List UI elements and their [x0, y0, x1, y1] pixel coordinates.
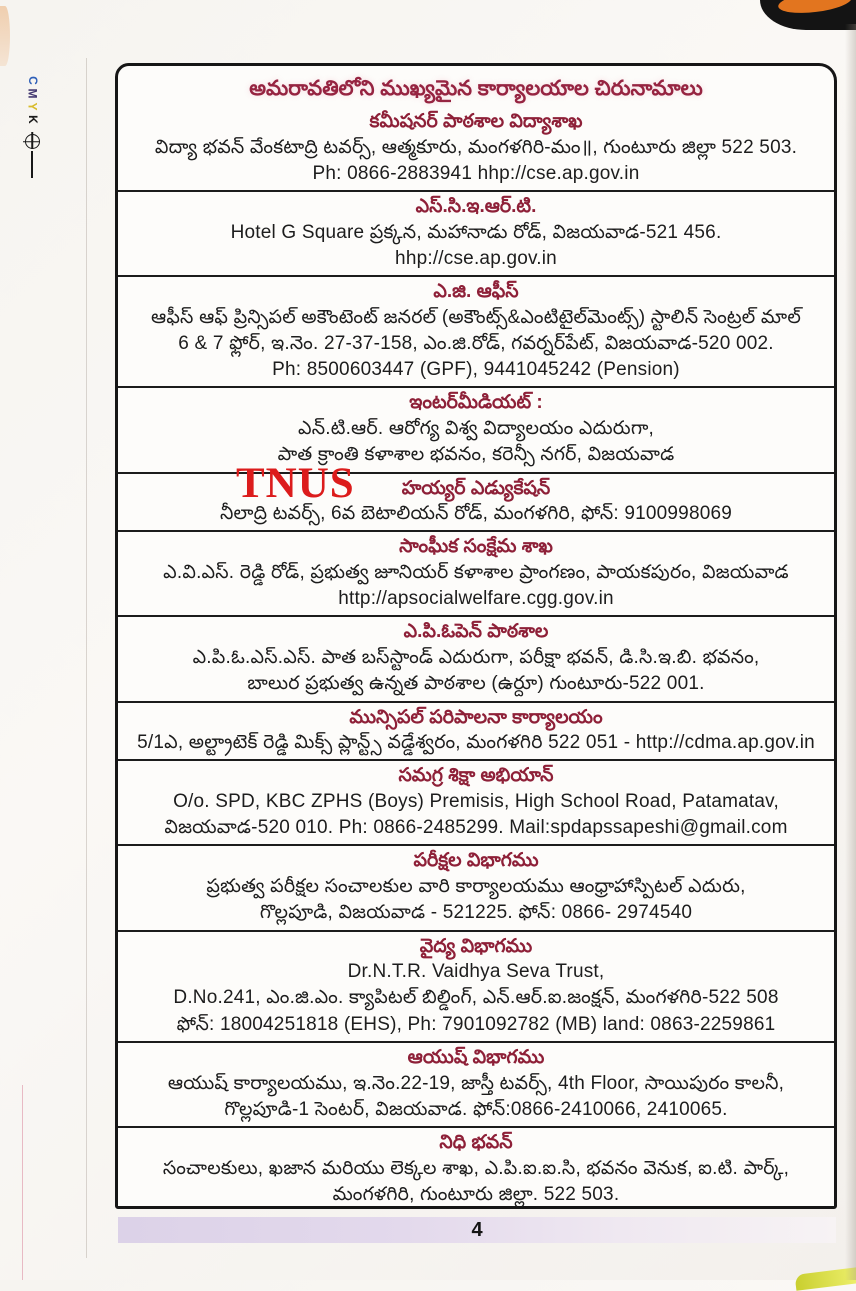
- page-edge-shadow: [845, 24, 856, 1280]
- address-line: ప్రభుత్వ పరీక్షల సంచాలకుల వారి కార్యాలయము ఆంధ్రాహాస్పిటల్ ఎదురు,: [206, 876, 746, 898]
- address-line: పాత క్రాంతి కళాశాల భవనం, కరెన్సీ నగర్, విజయవాడ: [277, 444, 675, 466]
- address-line: విద్యా భవన్ వేంకటాద్రి టవర్స్, ఆత్మకూరు, మంగళగిరి-మం॥, గుంటూరు జిల్లా 522 503.: [154, 136, 798, 158]
- section-social-welfare: [118, 530, 834, 615]
- cmyk-letter-k: K: [25, 115, 40, 124]
- address-line: Dr.N.T.R. Vaidhya Seva Trust,: [347, 961, 605, 983]
- cmyk-letter-c: C: [25, 76, 40, 85]
- address-line: ఫోన్: 18004251818 (EHS), Ph: 7901092782 (MB) land: 0863-2259861: [176, 1013, 776, 1035]
- address-line: నీలాద్రి టవర్స్, 6వ బెటాలియన్ రోడ్, మంగళగిరి, ఫోన్: 9100998069: [219, 503, 733, 525]
- address-line: http://apsocialwelfare.cgg.gov.in: [338, 588, 614, 610]
- page-edge-smudge: [0, 6, 10, 66]
- section-examinations: [118, 844, 834, 929]
- section-header: ఆయుష్ విభాగము: [407, 1046, 545, 1068]
- section-ayush: [118, 1041, 834, 1126]
- section-ag-office: [118, 275, 834, 386]
- section-header: హయ్యర్ ఎడ్యుకేషన్: [401, 477, 551, 499]
- address-line: ఎ.పి.ఓ.ఎస్.ఎస్. పాత బస్‌స్టాండ్ ఎదురుగా, పరీక్షా భవన్, డి.సి.ఇ.బి. భవనం,: [192, 647, 760, 669]
- section-nidhi-bhavan: [118, 1126, 834, 1211]
- page-title: అమరావతిలోని ముఖ్యమైన కార్యాలయాల చిరునామాలు: [249, 77, 703, 100]
- section-header: సాంఘీక సంక్షేమ శాఖ: [399, 536, 553, 558]
- section-school-education: [118, 107, 834, 190]
- address-line: Hotel G Square ప్రక్కన, మహానాడు రోడ్, విజయవాడ-521 456.: [230, 221, 722, 243]
- address-line: గొల్లపూడి-1 సెంటర్, విజయవాడ. ఫోన్:0866-2410066, 2410065.: [224, 1098, 728, 1120]
- address-line: D.No.241, ఎం.జి.ఎం. క్యాపిటల్ బిల్డింగ్, ఎన్.ఆర్.ఐ.జంక్షన్, మంగళగిరి-522 508: [173, 987, 779, 1009]
- address-line: ఎన్.టి.ఆర్. ఆరోగ్య విశ్వ విద్యాలయం ఎదురుగా,: [297, 418, 655, 440]
- address-line: hhp://cse.ap.gov.in: [395, 247, 557, 269]
- address-line: Ph: 8500603447 (GPF), 9441045242 (Pension): [272, 359, 680, 381]
- address-line: ఎ.వి.ఎస్. రెడ్డి రోడ్, ప్రభుత్వ జూనియర్ కళాశాల ప్రాంగణం, పాయకపురం, విజయవాడ: [163, 562, 789, 584]
- address-line: 5/1ఎ, అల్ట్రాటెక్ రెడ్డి మిక్స్ ప్లాన్ట్స్ వడ్డేశ్వరం, మంగళగిరి 522 051 - http://cdma.ap.gov.in: [137, 732, 815, 754]
- cmyk-letter-m: M: [25, 88, 40, 99]
- section-medical: [118, 930, 834, 1041]
- address-line: బాలుర ప్రభుత్వ ఉన్నత పాఠశాల (ఉర్దూ) గుంటూరు-522 001.: [247, 673, 705, 695]
- page-crease: [86, 58, 87, 1258]
- section-header: సమగ్ర శిక్షా అభియాన్: [398, 765, 554, 787]
- address-line: మంగళగిరి, గుంటూరు జిల్లా. 522 503.: [332, 1183, 620, 1205]
- section-header: ఎస్.సి.ఇ.ఆర్.టి.: [415, 196, 537, 218]
- section-higher-education: [118, 472, 834, 531]
- section-header: మున్సిపల్ పరిపాలనా కార్యాలయం: [349, 706, 603, 728]
- section-header: ఇంటర్‌మీడియట్ :: [409, 392, 543, 414]
- section-ap-open-school: [118, 615, 834, 700]
- page-number: 4: [471, 1219, 483, 1241]
- address-line: ఆఫీస్ ఆఫ్ ప్రిన్సిపల్ అకౌంటెంట్ జనరల్ (అకౌంట్స్&ఎంటిటైల్‌మెంట్స్) స్టాలిన్ సెంట్రల్ మాల్: [150, 306, 802, 328]
- page-number-band: [118, 1217, 836, 1243]
- section-header: పరీక్షల విభాగము: [413, 850, 539, 872]
- section-header: వైద్య విభాగము: [419, 935, 533, 957]
- page-fold-line: [22, 1085, 23, 1280]
- tnus-watermark: TNUS: [236, 460, 355, 507]
- address-line: సంచాలకులు, ఖజాన మరియు లెక్కల శాఖ, ఎ.పి.ఐ.ఐ.సి, భవనం వెనుక, ఐ.టి. పార్క్,: [162, 1157, 790, 1179]
- cmyk-print-strip: [22, 74, 42, 178]
- section-header: ఎ.జి. ఆఫీస్: [433, 281, 519, 303]
- address-line: 6 & 7 ఫ్లోర్, ఇ.నెం. 27-37-158, ఎం.జి.రోడ్, గవర్నర్‌పేట్, విజయవాడ-520 002.: [178, 333, 774, 355]
- address-line: O/o. SPD, KBC ZPHS (Boys) Premisis, High School Road, Patamatav,: [173, 791, 779, 813]
- section-scert: [118, 190, 834, 275]
- registration-stem: [31, 151, 33, 178]
- registration-target-icon: [25, 134, 40, 149]
- section-header: నిధి భవన్: [439, 1131, 513, 1153]
- address-line: Ph: 0866-2883941 hhp://cse.ap.gov.in: [312, 162, 640, 184]
- address-line: గొల్లపూడి, విజయవాడ - 521225. ఫోన్: 0866- 2974540: [259, 902, 693, 924]
- address-line: ఆయుష్ కార్యాలయము, ఇ.నెం.22-19, జాస్తీ టవర్స్, 4th Floor, సాయిపురం కాలనీ,: [167, 1072, 785, 1094]
- section-header: కమీషనర్ పాఠశాల విద్యాశాఖ: [369, 111, 583, 132]
- section-municipal-administration: [118, 701, 834, 760]
- address-line: విజయవాడ-520 010. Ph: 0866-2485299. Mail:spdapssapeshi@gmail.com: [164, 817, 788, 839]
- section-header: ఎ.పి.ఓపెన్ పాఠశాల: [403, 621, 549, 643]
- cmyk-letter-y: Y: [25, 102, 40, 111]
- section-samagra-shiksha: [118, 759, 834, 844]
- section-intermediate: [118, 386, 834, 471]
- address-directory-box: [115, 63, 837, 1209]
